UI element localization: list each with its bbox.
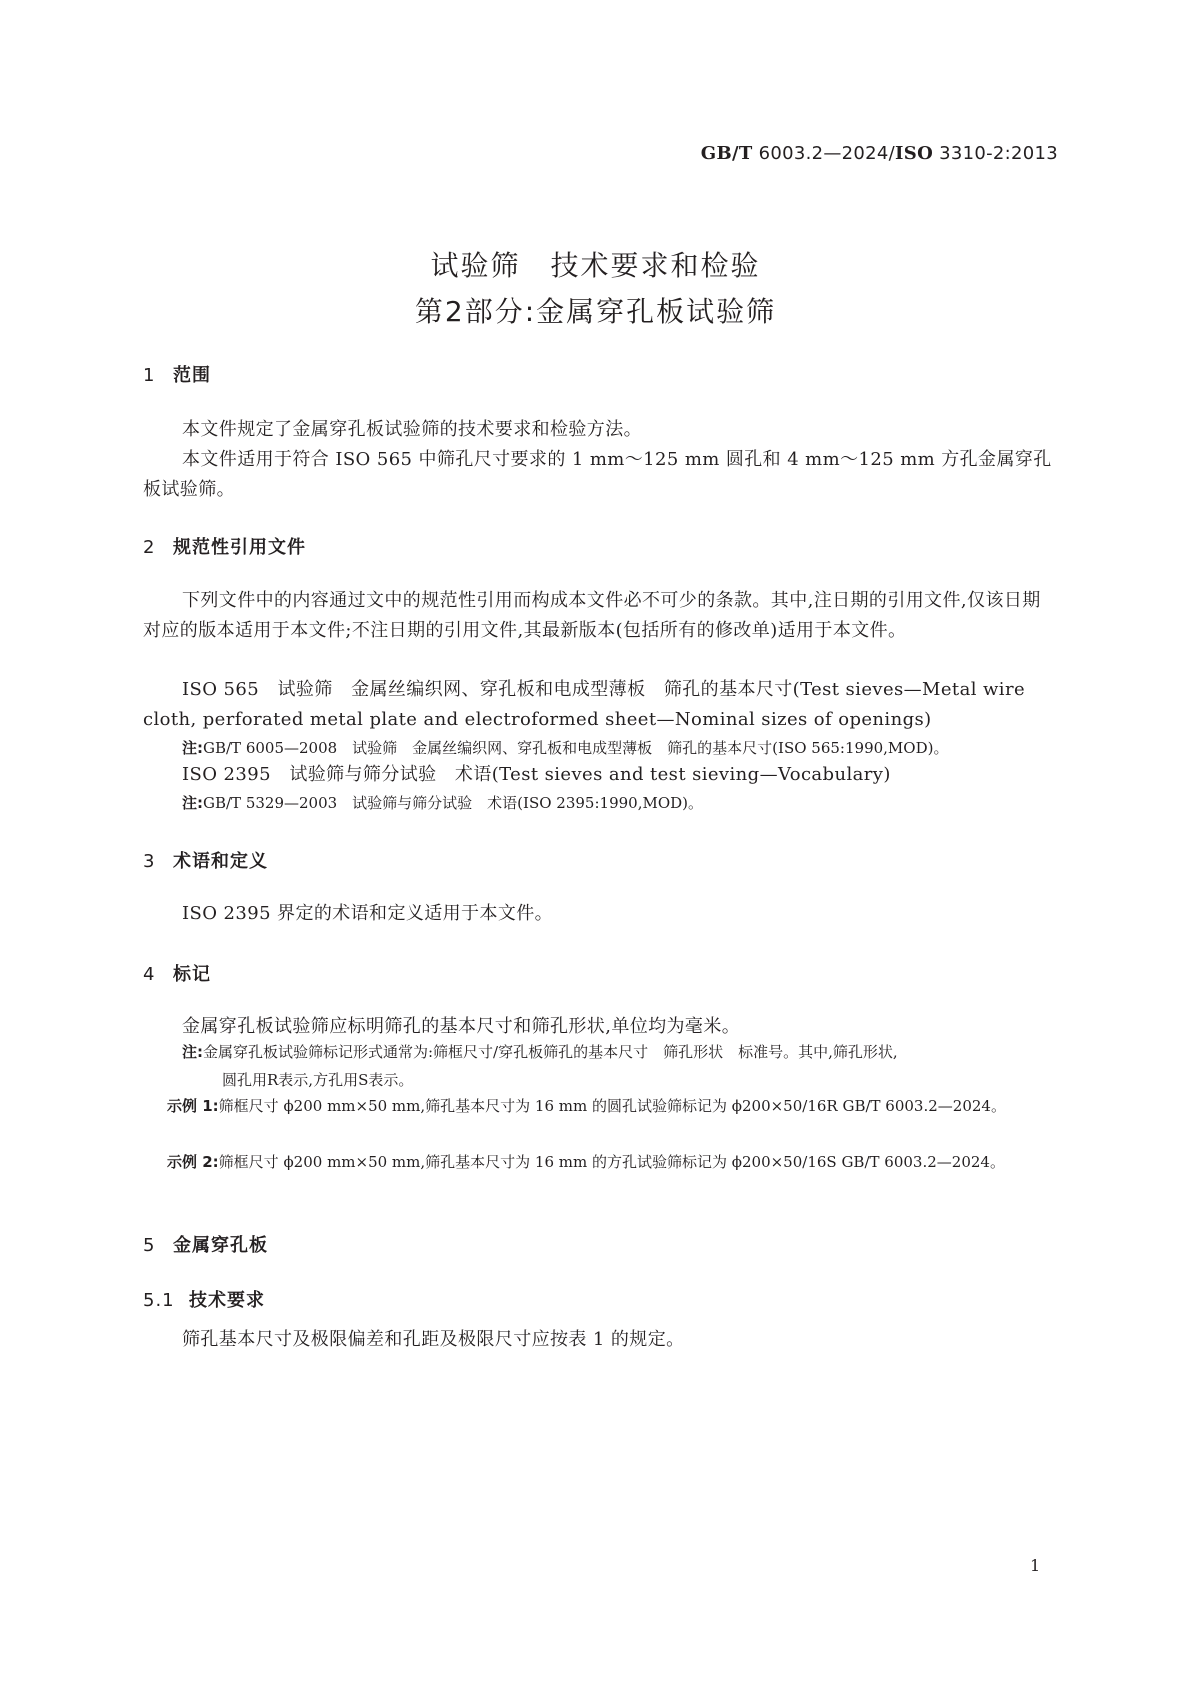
- example-label: 示例 2:: [167, 1153, 219, 1171]
- title-part-a: 试验筛: [430, 249, 521, 282]
- example-text: 筛框尺寸 ϕ200 mm×50 mm,筛孔基本尺寸为 16 mm 的圆孔试验筛标记为 ϕ200×50/16R GB/T 6003.2—2024。: [218, 1097, 1006, 1115]
- paragraph: 金属穿孔板试验筛应标明筛孔的基本尺寸和筛孔形状,单位均为毫米。: [182, 1016, 741, 1037]
- reference-iso-2395: ISO 2395 试验筛与筛分试验 术语(Test sieves and test sieving—Vocabulary): [182, 764, 891, 785]
- section-5-1-heading: [143, 1286, 265, 1312]
- note: [143, 734, 1057, 762]
- iso-prefix: ISO: [895, 143, 934, 164]
- std-number: 6003.2—2024/: [752, 143, 896, 164]
- note-label: 注:: [182, 1043, 203, 1061]
- title-part-b: 技术要求和检验: [550, 249, 761, 282]
- section-title: 技术要求: [189, 1290, 265, 1311]
- section-title: 标记: [173, 964, 211, 985]
- note: [143, 1038, 1057, 1094]
- section-4-heading: [143, 960, 211, 986]
- section-number: 3: [143, 851, 156, 872]
- iso-number: 3310-2:2013: [933, 143, 1058, 164]
- note-text: GB/T 5329—2003 试验筛与筛分试验 术语(ISO 2395:1990,MOD)。: [203, 794, 704, 812]
- section-5-heading: [143, 1231, 268, 1257]
- section-title: 范围: [173, 365, 211, 386]
- note: [143, 789, 1057, 817]
- section-number: 4: [143, 964, 156, 985]
- section-number: 5.1: [143, 1290, 175, 1311]
- section-title: 规范性引用文件: [173, 537, 306, 558]
- section-2-heading: [143, 533, 306, 559]
- reference-iso-565: ISO 565 试验筛 金属丝编织网、穿孔板和电成型薄板 筛孔的基本尺寸(Test sieves—Metal wire cloth, perforated metal plate and electroformed sheet—Nominal sizes of openings): [143, 679, 1026, 730]
- section-number: 2: [143, 537, 156, 558]
- example-1: [143, 1092, 1057, 1120]
- example-text: 筛框尺寸 ϕ200 mm×50 mm,筛孔基本尺寸为 16 mm 的方孔试验筛标记为 ϕ200×50/16S GB/T 6003.2—2024。: [218, 1153, 1005, 1171]
- page-number: 1: [1030, 1556, 1041, 1575]
- note-text: 金属穿孔板试验筛标记形式通常为:筛框尺寸/穿孔板筛孔的基本尺寸 筛孔形状 标准号。其中,筛孔形状,: [203, 1043, 898, 1061]
- section-number: 1: [143, 365, 156, 386]
- section-3-heading: [143, 847, 268, 873]
- section-number: 5: [143, 1235, 156, 1256]
- document-title-line1: [0, 244, 1191, 284]
- paragraph: 下列文件中的内容通过文中的规范性引用而构成本文件必不可少的条款。其中,注日期的引用文件,仅该日期对应的版本适用于本文件;不注日期的引用文件,其最新版本(包括所有的修改单)适用于本文件。: [143, 590, 1041, 641]
- note-label: 注:: [182, 739, 203, 757]
- paragraph: ISO 2395 界定的术语和定义适用于本文件。: [182, 903, 554, 924]
- paragraph: 筛孔基本尺寸及极限偏差和孔距及极限尺寸应按表 1 的规定。: [182, 1329, 685, 1350]
- standard-code: [701, 143, 1058, 164]
- section-title: 金属穿孔板: [173, 1235, 268, 1256]
- paragraph: 本文件适用于符合 ISO 565 中筛孔尺寸要求的 1 mm～125 mm 圆孔和 4 mm～125 mm 方孔金属穿孔板试验筛。: [143, 449, 1052, 500]
- note-text-line2: 圆孔用R表示,方孔用S表示。: [222, 1071, 414, 1089]
- example-label: 示例 1:: [167, 1097, 219, 1115]
- std-prefix: GB/T: [700, 143, 753, 164]
- note-text: GB/T 6005—2008 试验筛 金属丝编织网、穿孔板和电成型薄板 筛孔的基本尺寸(ISO 565:1990,MOD)。: [203, 739, 949, 757]
- example-2: [143, 1148, 1057, 1176]
- document-title-line2: 第2部分:金属穿孔板试验筛: [414, 295, 777, 328]
- section-title: 术语和定义: [173, 851, 268, 872]
- note-label: 注:: [182, 794, 203, 812]
- section-1-heading: [143, 361, 211, 387]
- paragraph: 本文件规定了金属穿孔板试验筛的技术要求和检验方法。: [182, 419, 642, 440]
